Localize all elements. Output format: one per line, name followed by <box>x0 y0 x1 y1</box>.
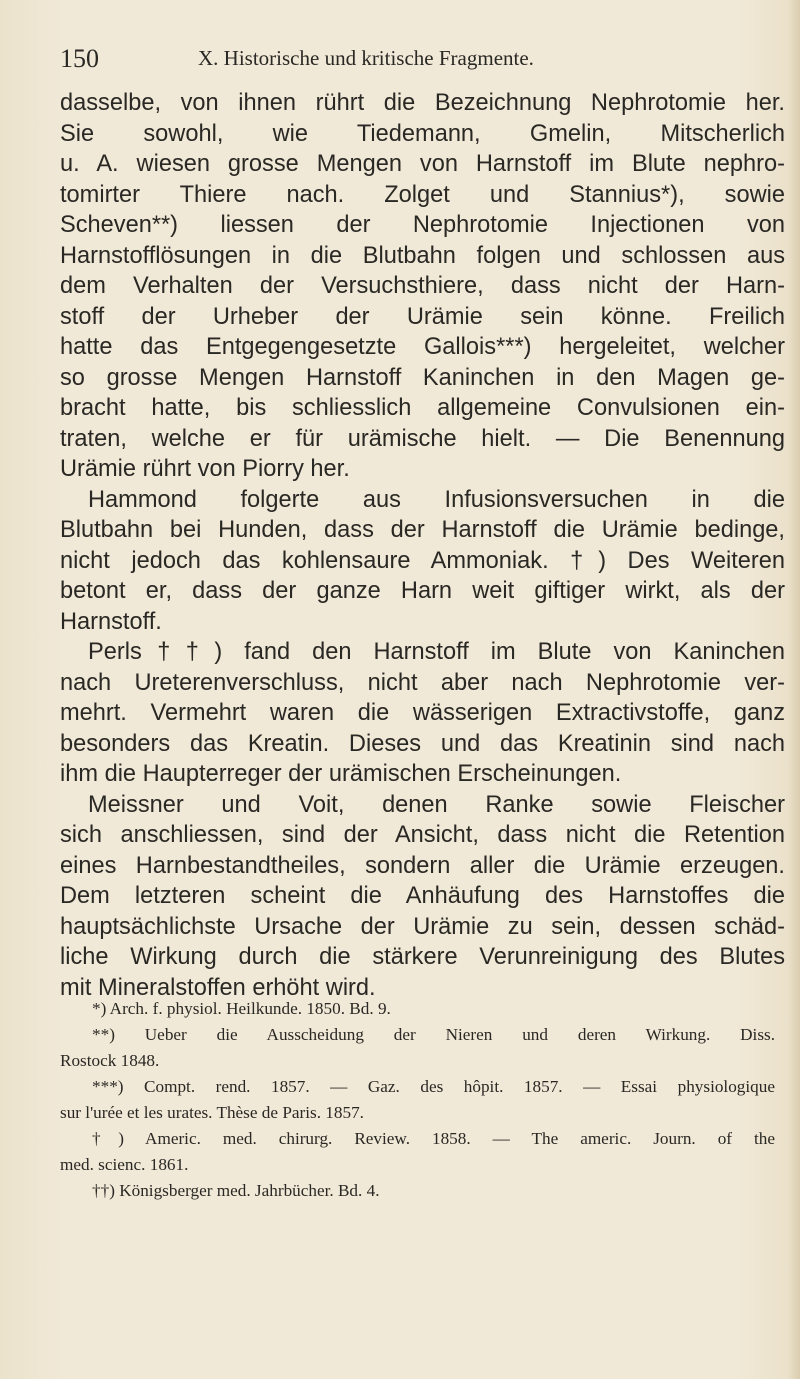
text-line: bracht hatte, bis schliesslich allgemeine Convulsionen ein- <box>60 395 785 421</box>
footnote-line: Rostock 1848. <box>60 1051 160 1070</box>
footnote-line: *) Arch. f. physiol. Heilkunde. 1850. Bd. 9. <box>92 999 391 1018</box>
footnotes <box>60 996 775 1204</box>
page-number: 150 <box>60 44 99 73</box>
text-line: Harnstoff. <box>60 608 162 635</box>
text-line: nach Ureterenverschluss, nicht aber nach Nephrotomie ver- <box>60 669 785 696</box>
footnote-line: ***) Compt. rend. 1857. — Gaz. des hôpit. 1857. — Essai physiologique <box>92 1077 775 1096</box>
text-line: dem Verhalten der Versuchsthiere, dass nicht der Harn- <box>60 273 785 299</box>
running-head: X. Historische und kritische Fragmente. <box>198 46 534 70</box>
text-line: Meissner und Voit, denen Ranke sowie Fleischer <box>88 791 785 818</box>
text-line: u. A. wiesen grosse Mengen von Harnstoff im Blute nephro- <box>60 151 785 177</box>
text-line: Blutbahn bei Hunden, dass der Harnstoff die Urämie bedinge, <box>60 517 785 543</box>
text-line: dasselbe, von ihnen rührt die Bezeichnung Nephrotomie her. <box>60 90 785 116</box>
text-line: Dem letzteren scheint die Anhäufung des Harnstoffes die <box>60 883 785 909</box>
text-line: Scheven**) liessen der Nephrotomie Injectionen von <box>60 212 785 238</box>
page-header <box>60 44 760 74</box>
page-edge-shadow <box>788 0 800 1379</box>
text-line: so grosse Mengen Harnstoff Kaninchen in den Magen ge- <box>60 364 785 391</box>
text-line: betont er, dass der ganze Harn weit giftiger wirkt, als der <box>60 578 785 604</box>
text-line: eines Harnbestandtheiles, sondern aller die Urämie erzeugen. <box>60 852 785 879</box>
text-line: Harnstofflösungen in die Blutbahn folgen und schlossen aus <box>60 242 785 269</box>
text-line: mit Mineralstoffen erhöht wird. <box>60 974 376 1001</box>
text-line: hatte das Entgegengesetzte Gallois***) hergeleitet, welcher <box>60 334 785 360</box>
text-line: nicht jedoch das kohlensaure Ammoniak. †) Des Weiteren <box>60 547 785 574</box>
text-line: liche Wirkung durch die stärkere Verunreinigung des Blutes <box>60 944 785 970</box>
text-line: Urämie rührt von Piorry her. <box>60 456 350 482</box>
footnote-line: ††) Königsberger med. Jahrbücher. Bd. 4. <box>92 1181 380 1200</box>
text-line: Sie sowohl, wie Tiedemann, Gmelin, Mitscherlich <box>60 120 785 147</box>
text-line: tomirter Thiere nach. Zolget und Stannius*), sowie <box>60 181 785 208</box>
text-line: traten, welche er für urämische hielt. — Die Benennung <box>60 425 785 452</box>
text-line: hauptsächlichste Ursache der Urämie zu sein, dessen schäd- <box>60 913 785 940</box>
text-line: Perls††) fand den Harnstoff im Blute von Kaninchen <box>88 639 785 665</box>
text-line: ihm die Haupterreger der urämischen Erscheinungen. <box>60 761 622 787</box>
body-text <box>60 88 785 1003</box>
footnote-line: med. scienc. 1861. <box>60 1155 189 1174</box>
text-line: besonders das Kreatin. Dieses und das Kreatinin sind nach <box>60 730 785 757</box>
footnote-line: †) Americ. med. chirurg. Review. 1858. — The americ. Journ. of the <box>92 1129 775 1148</box>
footnote-line: **) Ueber die Ausscheidung der Nieren und deren Wirkung. Diss. <box>92 1025 775 1044</box>
text-line: sich anschliessen, sind der Ansicht, dass nicht die Retention <box>60 822 785 848</box>
text-line: Hammond folgerte aus Infusionsversuchen in die <box>88 486 785 513</box>
text-line: stoff der Urheber der Urämie sein könne. Freilich <box>60 303 785 330</box>
footnote-line: sur l'urée et les urates. Thèse de Paris. 1857. <box>60 1103 364 1122</box>
text-line: mehrt. Vermehrt waren die wässerigen Extractivstoffe, ganz <box>60 700 785 726</box>
